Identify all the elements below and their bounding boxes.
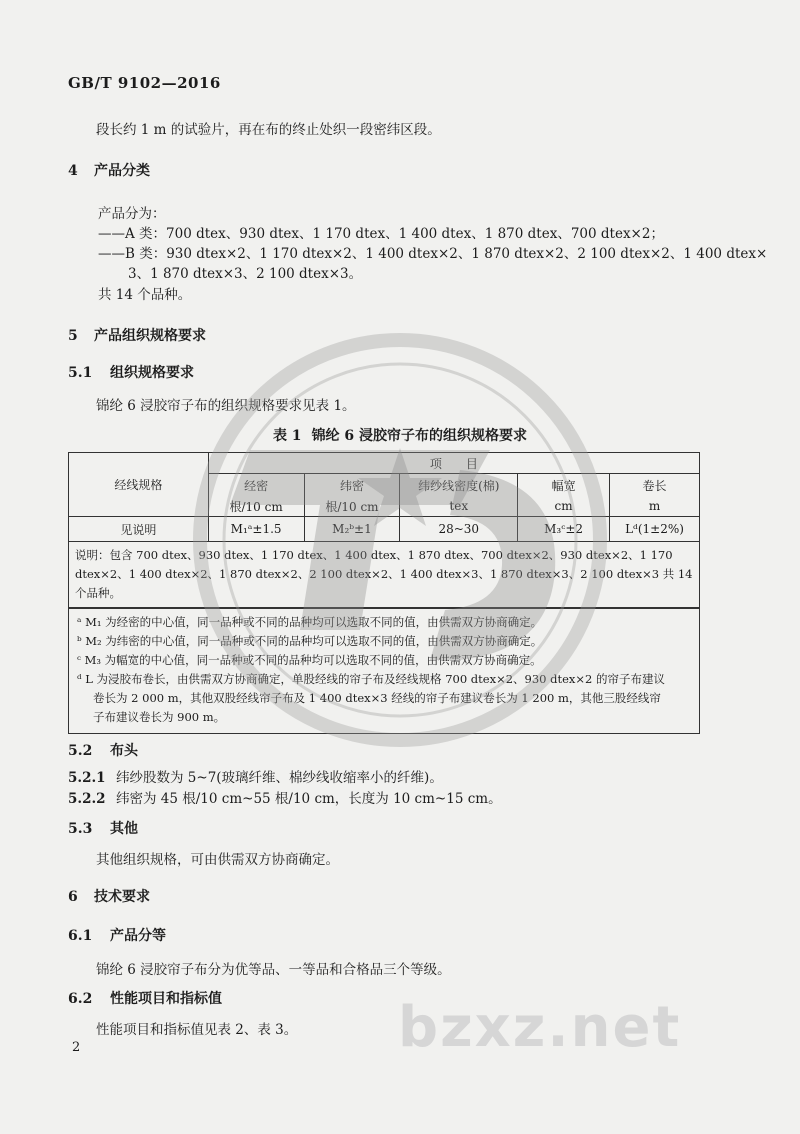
footnote: ᵈ L 为浸胶布卷长，由供需双方协商确定，单股经线的帘子布及经线规格 700 dtex×2、930 dtex×2 的帘子布建议	[77, 672, 666, 686]
table-1	[68, 452, 700, 734]
table-cell: M₂ᵇ±1	[304, 517, 400, 542]
section-title: 产品分等	[110, 928, 166, 944]
footnote-continuation: 子布建议卷长为 900 m。	[93, 710, 226, 724]
section-4-line: 3、1 870 dtex×3、2 100 dtex×3。	[128, 266, 363, 282]
section-5-heading	[68, 325, 206, 345]
section-4-heading	[68, 160, 150, 180]
section-title: 产品组织规格要求	[94, 328, 206, 344]
section-number: 5	[68, 328, 78, 344]
table-note: 说明：包含 700 dtex、930 dtex、1 170 dtex、1 400 dtex、1 870 dtex、700 dtex×2、930 dtex×2、1 170 dtex×2、1 400 dtex×2、1 870 dtex×2、2 100 dtex×2、1 400 dtex×3、1 870 dtex×3、2 100 dtex×3 共 14 个品种。	[69, 542, 700, 609]
table-1-caption	[0, 425, 800, 445]
table-cell: 28~30	[400, 517, 518, 542]
table-header-row	[69, 453, 700, 474]
section-number: 6.2	[68, 991, 93, 1007]
section-4-line: ——B 类：930 dtex×2、1 170 dtex×2、1 400 dtex×2、1 870 dtex×2、2 100 dtex×2、1 400 dtex×	[98, 246, 768, 262]
clause-5-2-1	[68, 766, 443, 786]
table-title: 锦纶 6 浸胶帘子布的组织规格要求	[311, 428, 528, 444]
column-unit: tex	[400, 496, 518, 517]
column-unit: 根/10 cm	[208, 496, 304, 517]
clause-5-2-2	[68, 787, 502, 807]
section-4-line: 共 14 个品种。	[98, 287, 192, 303]
section-5-3-text: 其他组织规格，可由供需双方协商确定。	[96, 852, 339, 868]
column-unit: m	[610, 496, 700, 517]
section-number: 4	[68, 163, 78, 179]
section-title: 技术要求	[94, 889, 150, 905]
column-header: 幅宽	[518, 474, 610, 497]
table-cell: 见说明	[69, 517, 209, 542]
footnote-continuation: 卷长为 2 000 m，其他双股经线帘子布及 1 400 dtex×3 经线的帘子布建议卷长为 1 200 m，其他三股经线帘	[93, 691, 661, 705]
table-note-row	[69, 542, 700, 609]
clause-text: 纬纱股数为 5~7(玻璃纤维、棉纱线收缩率小的纤维)。	[116, 770, 443, 786]
section-6-1-heading	[68, 925, 166, 945]
column-header: 经密	[208, 474, 304, 497]
section-title: 产品分类	[94, 163, 150, 179]
section-title: 组织规格要求	[110, 365, 194, 381]
footnote: ᵇ M₂ 为纬密的中心值，同一品种或不同的品种均可以选取不同的值，由供需双方协商确定。	[77, 634, 543, 648]
section-number: 6	[68, 889, 78, 905]
page-number: 2	[72, 1040, 81, 1055]
section-number: 5.3	[68, 821, 93, 837]
table-cell: M₁ᵃ±1.5	[208, 517, 304, 542]
section-title: 其他	[110, 821, 138, 837]
column-header: 纬密	[304, 474, 400, 497]
section-5-2-heading	[68, 740, 138, 760]
group-header: 项 目	[208, 453, 699, 474]
table-cell: M₃ᶜ±2	[518, 517, 610, 542]
section-4-line: ——A 类：700 dtex、930 dtex、1 170 dtex、1 400 dtex、1 870 dtex、700 dtex×2；	[98, 226, 664, 242]
section-title: 性能项目和指标值	[110, 991, 222, 1007]
footnote: ᵃ M₁ 为经密的中心值，同一品种或不同的品种均可以选取不同的值，由供需双方协商确定。	[77, 615, 543, 629]
clause-number: 5.2.1	[68, 770, 106, 786]
section-6-1-text: 锦纶 6 浸胶帘子布分为优等品、一等品和合格品三个等级。	[96, 962, 451, 978]
table-label: 表 1	[272, 428, 302, 444]
section-6-heading	[68, 886, 150, 906]
table-footnote-row	[69, 608, 700, 734]
section-6-2-text: 性能项目和指标值见表 2、表 3。	[96, 1022, 298, 1038]
section-number: 6.1	[68, 928, 93, 944]
footnote: ᶜ M₃ 为幅宽的中心值，同一品种或不同的品种均可以选取不同的值，由供需双方协商确定。	[77, 653, 542, 667]
standard-number: GB/T 9102—2016	[68, 74, 221, 92]
column-header: 卷长	[610, 474, 700, 497]
column-unit: 根/10 cm	[304, 496, 400, 517]
section-number: 5.2	[68, 743, 93, 759]
section-title: 布头	[110, 743, 138, 759]
column-unit: cm	[518, 496, 610, 517]
table-cell: Lᵈ(1±2%)	[610, 517, 700, 542]
site-watermark: bzxz.net	[398, 995, 682, 1060]
section-4-line: 产品分为：	[98, 206, 166, 222]
clause-text: 纬密为 45 根/10 cm~55 根/10 cm，长度为 10 cm~15 cm。	[116, 791, 502, 807]
table-footnotes	[69, 608, 700, 734]
intro-line: 段长约 1 m 的试验片，再在布的终止处织一段密纬区段。	[96, 122, 441, 138]
section-5-3-heading	[68, 818, 138, 838]
section-5-1-text: 锦纶 6 浸胶帘子布的组织规格要求见表 1。	[96, 398, 356, 414]
stub-header: 经线规格	[69, 453, 209, 517]
section-6-2-heading	[68, 988, 222, 1008]
table-row	[69, 517, 700, 542]
section-number: 5.1	[68, 365, 93, 381]
section-5-1-heading	[68, 362, 194, 382]
clause-number: 5.2.2	[68, 791, 106, 807]
column-header: 纬纱线密度(棉)	[400, 474, 518, 497]
